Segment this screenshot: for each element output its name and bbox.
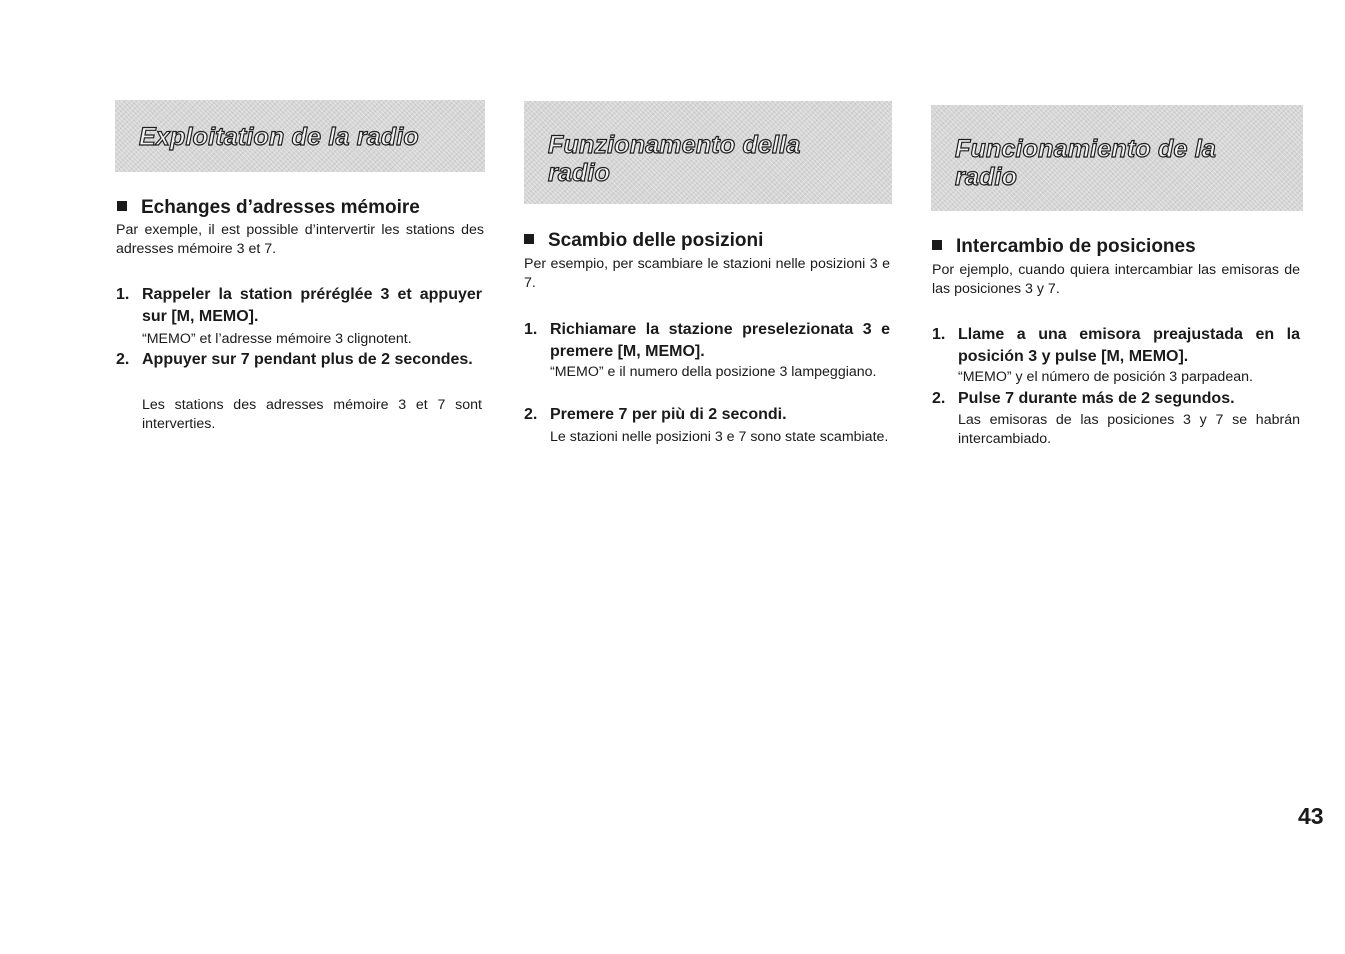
step-text: Rappeler la station préréglée 3 et appuyer sur [M, MEMO]. (142, 286, 482, 325)
step-2 (116, 349, 482, 371)
step-2 (524, 404, 890, 426)
banner-title: Funzionamento della radio (548, 131, 801, 187)
step-1 (932, 324, 1300, 368)
step-number: 2. (116, 351, 130, 368)
step-number: 1. (524, 321, 538, 338)
banner-title: Exploitation de la radio (139, 123, 419, 151)
step-number: 1. (932, 326, 946, 343)
step-detail: Las emisoras de las posiciones 3 y 7 se habrán intercambiado. (958, 412, 1300, 447)
section-banner (115, 100, 485, 172)
intro-paragraph: Per esempio, per scambiare le stazioni nelle posizioni 3 e 7. (524, 256, 890, 291)
page-number: 43 (1298, 803, 1324, 829)
step-number: 2. (932, 390, 946, 407)
step-text: Appuyer sur 7 pendant plus de 2 secondes. (142, 351, 473, 368)
step-text: Llame a una emisora preajustada en la posición 3 y pulse [M, MEMO]. (958, 326, 1300, 365)
step-text: Richiamare la stazione preselezionata 3 e premere [M, MEMO]. (550, 321, 890, 360)
intro-paragraph: Par exemple, il est possible d’intervertir les stations des adresses mémoire 3 et 7. (116, 222, 484, 257)
step-number: 1. (116, 286, 130, 303)
section-heading: Echanges d’adresses mémoire (117, 197, 420, 219)
step-detail: “MEMO” e il numero della posizione 3 lampeggiano. (550, 364, 877, 380)
step-1 (524, 319, 890, 363)
bullet-square-icon (524, 234, 534, 244)
section-heading: Intercambio de posiciones (932, 236, 1196, 258)
section-banner (931, 105, 1303, 211)
intro-paragraph: Por ejemplo, cuando quiera intercambiar las emisoras de las posiciones 3 y 7. (932, 262, 1300, 297)
step-text: Pulse 7 durante más de 2 segundos. (958, 390, 1235, 407)
step-1 (116, 284, 482, 328)
step-detail: “MEMO” y el número de posición 3 parpadean. (958, 369, 1253, 385)
step-detail: Les stations des adresses mémoire 3 et 7 sont interverties. (142, 397, 482, 432)
bullet-square-icon (117, 201, 127, 211)
banner-title: Funcionamiento de la radio (955, 135, 1216, 191)
step-2 (932, 388, 1300, 410)
step-number: 2. (524, 406, 538, 423)
bullet-square-icon (932, 240, 942, 250)
step-detail: “MEMO” et l’adresse mémoire 3 clignotent. (142, 331, 412, 347)
section-heading: Scambio delle posizioni (524, 230, 763, 252)
step-detail: Le stazioni nelle posizioni 3 e 7 sono state scambiate. (550, 429, 889, 445)
step-text: Premere 7 per più di 2 secondi. (550, 406, 787, 423)
section-banner (524, 101, 892, 204)
